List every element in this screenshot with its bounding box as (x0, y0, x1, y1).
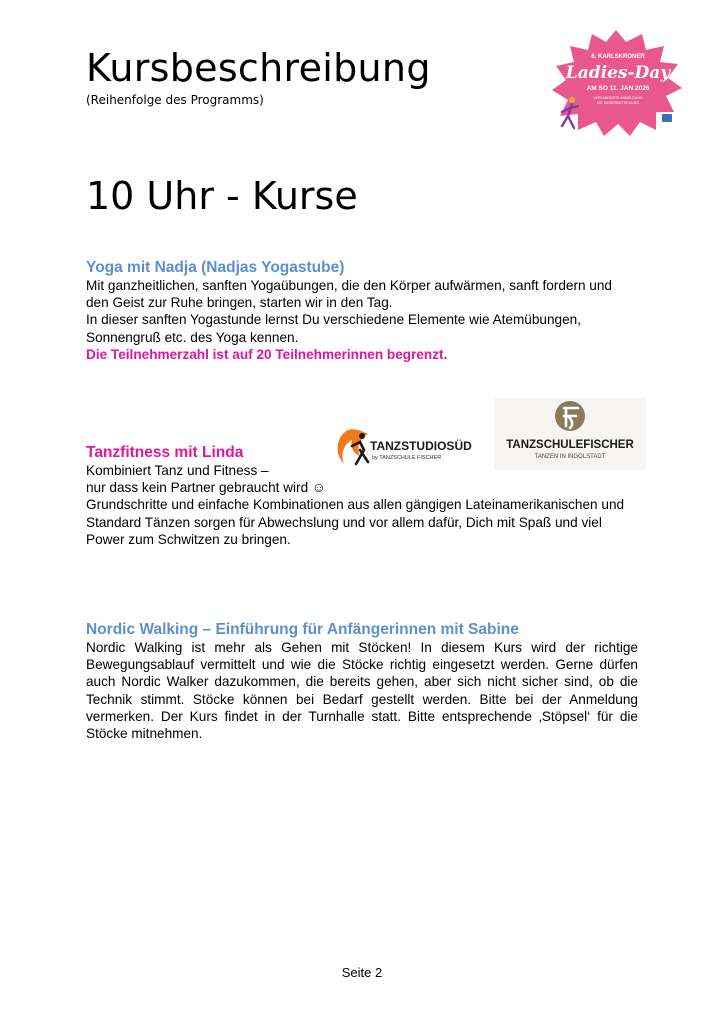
course-yoga-paragraph-1: Mit ganzheitlichen, sanften Yogaübungen, die den Körper aufwärmen, sanft fordern und den Geist zur Ruhe bringen, starten wir in den Tag. (86, 278, 612, 311)
course-tanzfitness-intro-line2: nur dass kein Partner gebraucht wird ☺ (86, 480, 326, 496)
badge-small-line1: VERLANGERTE ANMELDUNG (593, 96, 643, 100)
course-tanzfitness-intro-line1: Kombiniert Tanz und Fitness – (86, 463, 269, 478)
tanzstudio-sued-name: TANZSTUDIOSÜD (370, 439, 472, 453)
course-tanzfitness (86, 443, 638, 548)
badge-script-text: Ladies-Day (565, 63, 671, 83)
course-nordic-walking (86, 620, 638, 742)
badge-small-line2: MIT KINDERBETREUUNG (596, 101, 640, 105)
fischer-emblem-icon (555, 401, 585, 431)
course-yoga-notice: Die Teilnehmerzahl ist auf 20 Teilnehmerinnen begrenzt. (86, 346, 448, 362)
badge-date: AM SO 11. JAN 2026 (586, 85, 650, 92)
course-nordic-paragraph: Nordic Walking ist mehr als Gehen mit Stöcken! In diesem Kurs wird der richtige Bewegungsablauf vermittelt und wie die Stöcke richtig eingesetzt werden. Gerne dürfen auch Nordic Walker dazukommen, die bereits gehen, aber sich nicht sicher sind, ob die Technik stimmt. Stöcke können bei Bedarf gestellt werden. Bitte bei der Anmeldung vermerken. Der Kurs findet in der Turnhalle statt. Bitte entsprechende ‚Stöpsel‘ für die Stöcke mitnehmen. (86, 640, 638, 742)
tanzschule-fischer-name: TANZSCHULEFISCHER (506, 439, 634, 451)
course-yoga (86, 258, 638, 363)
course-tanzfitness-paragraph: Grundschritte und einfache Kombinationen aus allen gängigen Lateinamerikanischen und Standard Tänzen sorgen für Abwechslung und vor allem dafür, Dich mit Spaß und viel Power zum Schwitzen zu bringen. (86, 497, 625, 547)
tanzstudio-sued-sub: by TANZSCHULE FISCHER (372, 455, 442, 461)
page-title: Kursbeschreibung (86, 46, 431, 90)
course-tanzfitness-title: Tanzfitness mit Linda (86, 444, 244, 461)
badge-line1: 6. KARLSKRONER (591, 54, 645, 60)
page-subtitle: (Reihenfolge des Programms) (86, 93, 264, 107)
course-yoga-title: Yoga mit Nadja (Nadjas Yogastube) (86, 259, 345, 276)
course-yoga-paragraph-2: In dieser sanften Yogastunde lernst Du verschiedene Elemente wie Atemübungen, Sonnengruß etc. des Yoga kennen. (86, 312, 581, 345)
section-heading: 10 Uhr - Kurse (86, 174, 358, 218)
page-number: Seite 2 (341, 965, 383, 980)
course-nordic-title: Nordic Walking – Einführung für Anfängerinnen mit Sabine (86, 621, 519, 638)
tanzschule-fischer-sub: TANZEN IN INGOLSTADT (534, 454, 606, 460)
ladies-day-badge-logo (548, 28, 684, 138)
